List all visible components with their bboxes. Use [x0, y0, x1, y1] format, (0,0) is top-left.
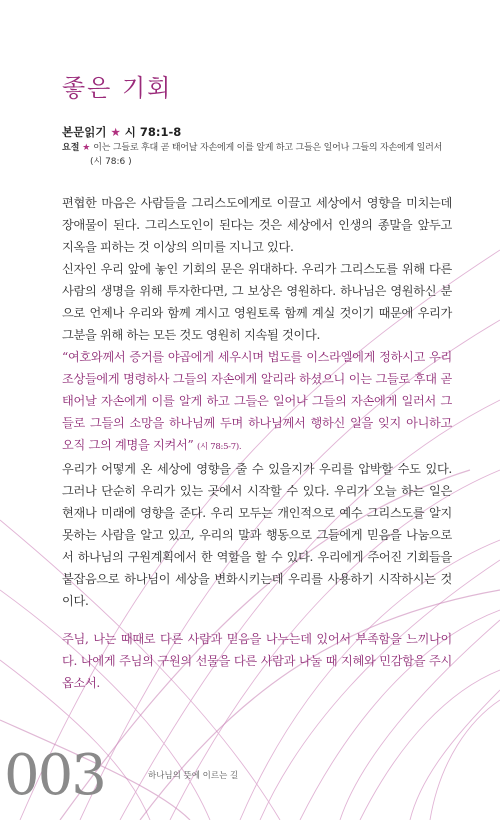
key-verse-label: 요절	[62, 143, 80, 153]
book-caption: 하나님의 뜻에 이르는 길	[148, 771, 239, 781]
page-title: 좋은 기회	[62, 74, 173, 102]
star-icon: ★	[110, 125, 121, 139]
body-paragraph: 신자인 우리 앞에 놓인 기회의 문은 위대하다. 우리가 그리스도를 위해 다른 사람의 생명을 위해 투자한다면, 그 보상은 영원하다. 하나님은 영원하신 분으로 언제나 우리와 함께 계시고 영원토록 함께 계실 것이기 때문에 우리가 그분을 위해 하는 모든 것도 영원히 지속될 것이다.	[62, 262, 452, 342]
quote-text: “여호와께서 증거를 야곱에게 세우시며 법도를 이스라엘에게 정하시고 우리 조상들에게 명령하사 그들의 자손에게 알리라 하셨으니 이는 그들로 후대 곧 태어날 자손에게 이를 알게 하고 그들은 일어나 그들의 자손에게 일러서 그들로 그들의 소망을 하나님께 두며 하나님께서 행하신 일을 잊지 아니하고 오직 그의 계명을 지켜서”	[62, 350, 452, 452]
reading-reference	[62, 124, 181, 140]
scripture-quote	[62, 346, 452, 458]
reading-label: 본문읽기	[62, 125, 107, 139]
body-paragraph: 편협한 마음은 사람들을 그리스도에게로 이끌고 세상에서 영향을 미치는데 장애물이 된다. 그리스도인이 된다는 것은 세상에서 인생의 종말을 앞두고 지옥을 피하는 것 이상의 의미를 지니고 있다.	[62, 196, 452, 254]
key-verse	[62, 141, 462, 169]
star-icon: ★	[82, 143, 91, 153]
prayer-text: 주님, 나는 때때로 다른 사람과 믿음을 나누는데 있어서 부족함을 느끼나이다. 나에게 주님의 구원의 선물을 다른 사람과 나눌 때 지혜와 민감함을 주시옵소서.	[62, 632, 452, 690]
key-verse-ref: (시 78:6 )	[90, 157, 132, 167]
quote-ref: (시 78:5-7).	[196, 442, 242, 452]
devotional-body	[62, 192, 452, 612]
body-paragraph: 우리가 어떻게 온 세상에 영향을 줄 수 있을지가 우리를 압박할 수도 있다. 그러나 단순히 우리가 있는 곳에서 시작할 수 있다. 우리가 오늘 하는 일은 현재나 미래에 영향을 준다. 우리 모두는 개인적으로 예수 그리스도를 알지 못하는 사람을 알고 있고, 우리의 말과 행동으로 그들에게 믿음을 나눔으로서 하나님의 구원계획에서 한 역할을 할 수 있다. 우리에게 주어진 기회들을 붙잡음으로 하나님이 세상을 변화시키는데 우리를 사용하기 시작하시는 것이다.	[62, 462, 452, 608]
reading-ref: 시 78:1-8	[124, 125, 182, 139]
key-verse-text: 이는 그들로 후대 곧 태어날 자손에게 이를 알게 하고 그들은 일어나 그들의 자손에게 일러서	[93, 143, 443, 153]
page-number: 003	[4, 743, 105, 808]
